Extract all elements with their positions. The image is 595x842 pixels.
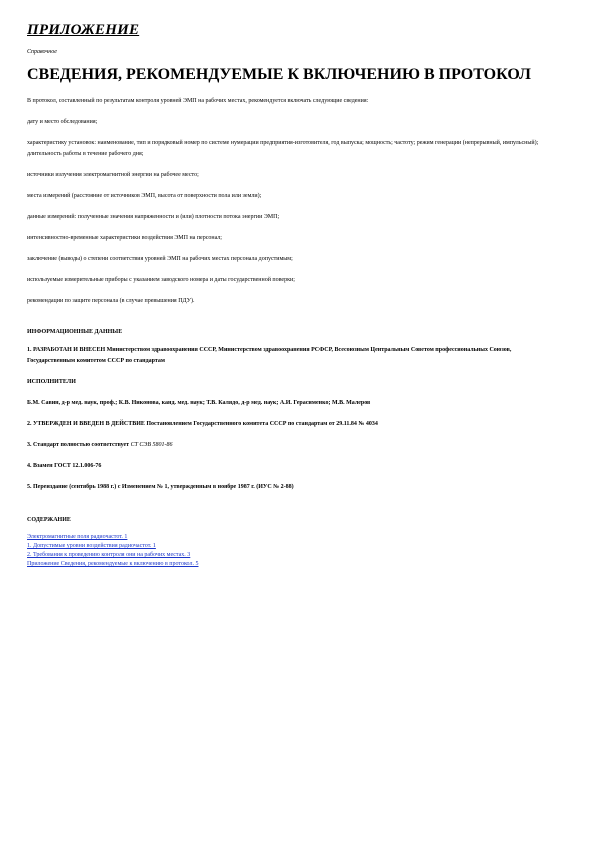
info-item-2-text: 2. УТВЕРЖДЕН И ВВЕДЕН В ДЕЙСТВИЕ Постановлением Государственного комитета СССР по стандартам от 29.11.84 № 4034 — [27, 421, 378, 427]
list-item — [27, 542, 557, 551]
contents-list — [27, 533, 557, 569]
paragraph: используемые измерительные приборы с указанием заводского номера и даты государственной поверки; — [27, 277, 295, 283]
executors-label-text: ИСПОЛНИТЕЛИ — [27, 379, 76, 385]
info-item-4 — [27, 461, 557, 472]
toc-link[interactable]: 1. Допустимые уровни воздействия радиочастот. 1 — [27, 543, 156, 549]
info-item-1 — [27, 345, 557, 367]
spacer — [27, 503, 557, 517]
executors-list — [27, 398, 557, 409]
info-item-3-ref: СТ СЭВ 5801-86 — [130, 442, 173, 448]
appendix-title: ПРИЛОЖЕНИЕ — [27, 22, 140, 38]
executors-text: Б.М. Савин, д-р мед. наук, проф.; К.В. Никонова, канд. мед. наук; Т.В. Калядо, д-р мед. наук; А.И. Герасименко; М.В. Малеров — [27, 400, 371, 406]
appendix-type: Справочное — [27, 49, 57, 55]
info-item-4-text: 4. Взамен ГОСТ 12.1.006-76 — [27, 463, 102, 469]
paragraph: данные измерений: полученные значения напряженности и (или) плотности потока энергии ЭМП; — [27, 214, 280, 220]
document-page — [27, 22, 557, 569]
paragraph: источники излучения электромагнитной энергии на рабочее место; — [27, 172, 199, 178]
info-item-5-text: 5. Переиздание (сентябрь 1988 г.) с Изменением № 1, утвержденным в ноябре 1987 г. (ИУС № 2-88) — [27, 484, 294, 490]
list-item — [27, 533, 557, 542]
protocol-paragraphs — [27, 96, 557, 307]
executors-label — [27, 377, 557, 388]
spacer — [27, 317, 557, 329]
page-title: СВЕДЕНИЯ, РЕКОМЕНДУЕМЫЕ К ВКЛЮЧЕНИЮ В ПРОТОКОЛ — [27, 66, 531, 83]
toc-link[interactable]: Электромагнитные поля радиочастот. 1 — [27, 534, 128, 540]
info-item-5 — [27, 482, 557, 493]
info-item-3-prefix: 3. Стандарт полностью соответствует — [27, 442, 131, 448]
paragraph: дату и место обследования; — [27, 119, 98, 125]
toc-link[interactable]: 2. Требования к проведению контроля они на рабочих местах. 3 — [27, 552, 191, 558]
paragraph: интенсивностно-временные характеристики воздействия ЭМП на персонал; — [27, 235, 222, 241]
paragraph: характеристику установок: наименование, тип и порядковый номер по системе нумерации предприятия-изготовителя, год выпуска; мощность; частоту; режим генерации (непрерывный, импульсный); длительность работы в течение рабочего дня; — [27, 140, 539, 157]
info-item-3 — [27, 440, 557, 451]
info-item-1-text: 1. РАЗРАБОТАН И ВНЕСЕН Министерством здравоохранения СССР, Министерством здравоохранения РСФСР, Всесоюзным Центральным Советом профессиональных Союзов, Государственным комитетом СССР по стандартам — [27, 347, 512, 364]
paragraph: рекомендации по защите персонала (в случае превышения ПДУ). — [27, 298, 195, 304]
list-item — [27, 560, 557, 569]
paragraph: заключение (выводы) о степени соответствия уровней ЭМП на рабочих местах персонала допустимым; — [27, 256, 293, 262]
info-heading: ИНФОРМАЦИОННЫЕ ДАННЫЕ — [27, 329, 123, 335]
paragraph: В протокол, составленный по результатам контроля уровней ЭМП на рабочих местах, рекомендуется включать следующие сведения: — [27, 98, 369, 104]
contents-heading: СОДЕРЖАНИЕ — [27, 517, 71, 523]
info-item-2 — [27, 419, 557, 430]
paragraph: места измерений (расстояние от источников ЭМП, высота от поверхности пола или земли); — [27, 193, 262, 199]
toc-link[interactable]: Приложение Сведения, рекомендуемые к включению в протокол. 5 — [27, 561, 199, 567]
list-item — [27, 551, 557, 560]
